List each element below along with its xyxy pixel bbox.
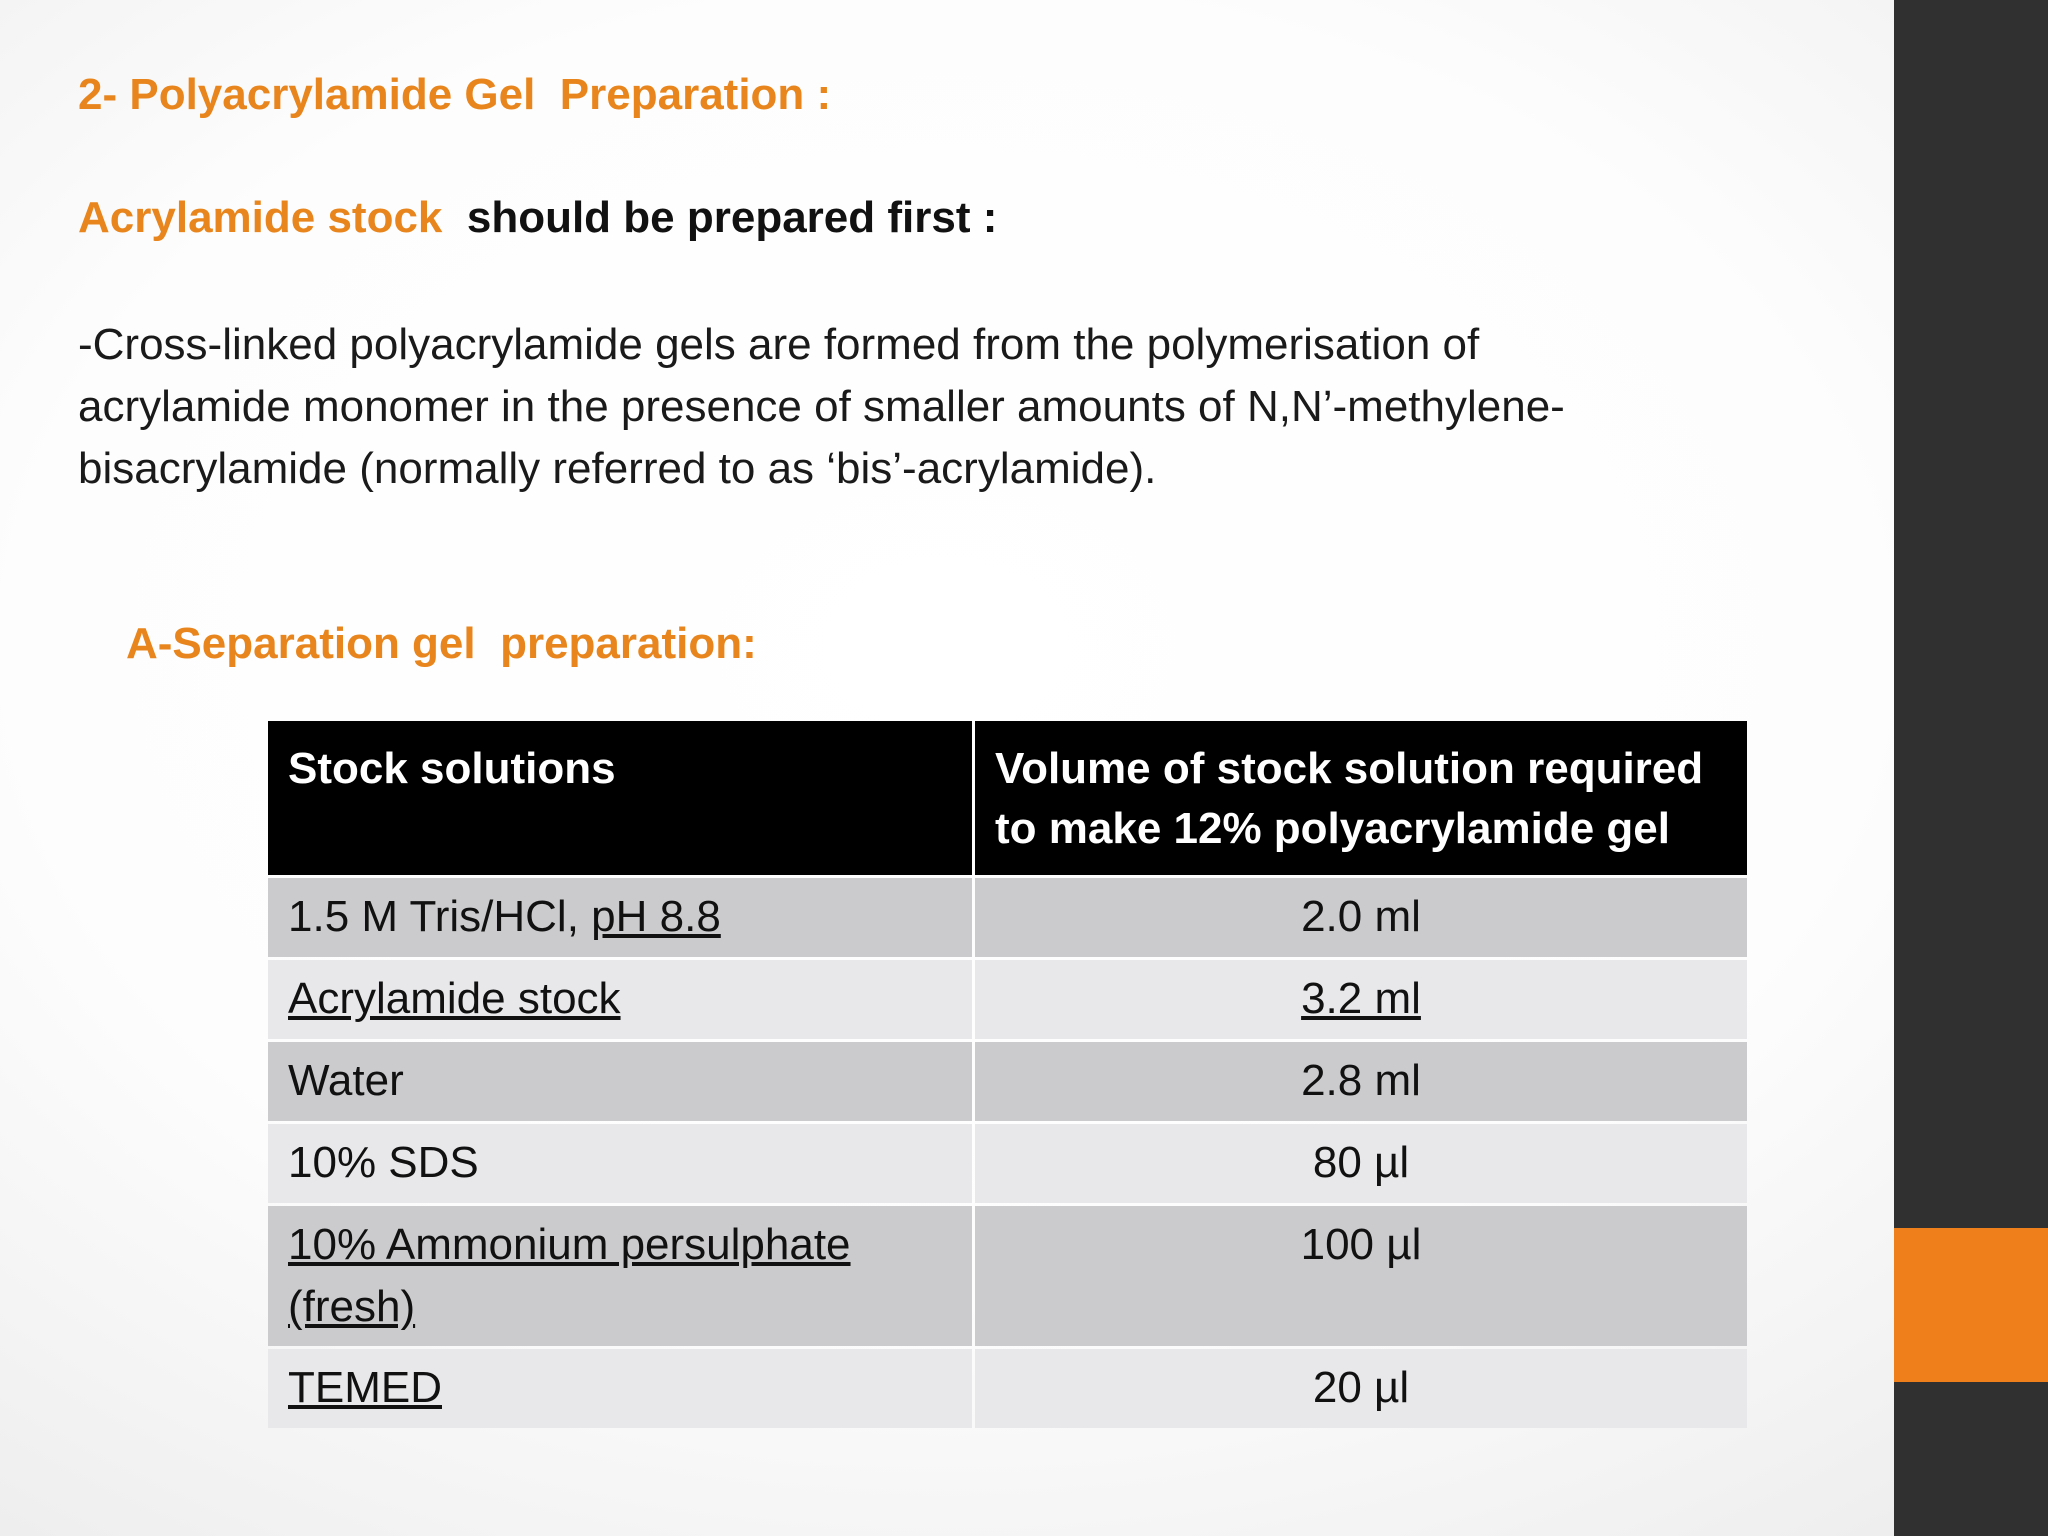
volume-cell: 20 µl — [975, 1349, 1747, 1428]
stock-cell: Water — [268, 1042, 972, 1121]
stock-cell — [268, 878, 972, 957]
stock-text: 1.5 M Tris/HCl, — [288, 892, 592, 941]
header-volume — [975, 721, 1747, 875]
stock-text-underlined: 10% Ammonium persulphate — [288, 1220, 851, 1269]
stock-text-underlined: TEMED — [288, 1363, 442, 1412]
subtitle-accent: Acrylamide stock — [78, 193, 443, 242]
stock-cell — [268, 1206, 972, 1346]
table-row — [268, 1042, 1747, 1121]
table-row — [268, 1206, 1747, 1346]
description-paragraph — [78, 314, 1778, 500]
table-row — [268, 960, 1747, 1039]
volume-cell: 100 µl — [975, 1206, 1747, 1346]
volume-cell: 2.0 ml — [975, 878, 1747, 957]
paragraph-line: acrylamide monomer in the presence of smaller amounts of N,N’-methylene- — [78, 382, 1565, 431]
table-row — [268, 1124, 1747, 1203]
stock-text-underlined: pH 8.8 — [591, 892, 721, 941]
section-heading: A-Separation gel preparation: — [126, 619, 757, 668]
header-volume-line: Volume of stock solution required — [995, 744, 1704, 793]
stock-text-underlined: (fresh) — [288, 1282, 416, 1331]
stock-cell — [268, 1349, 972, 1428]
paragraph-line: -Cross-linked polyacrylamide gels are formed from the polymerisation of — [78, 320, 1480, 369]
table-row — [268, 878, 1747, 957]
slide-title: 2- Polyacrylamide Gel Preparation : — [78, 70, 832, 119]
stock-text-underlined: Acrylamide stock — [288, 974, 621, 1023]
stock-cell — [268, 960, 972, 1039]
slide-subtitle — [78, 193, 997, 243]
stock-solutions-table — [265, 718, 1750, 1431]
paragraph-line: bisacrylamide (normally referred to as ‘bis’-acrylamide). — [78, 444, 1157, 493]
header-volume-line: to make 12% polyacrylamide gel — [995, 804, 1670, 853]
volume-cell — [975, 960, 1747, 1039]
volume-cell: 80 µl — [975, 1124, 1747, 1203]
subtitle-rest: should be prepared first : — [466, 193, 998, 242]
volume-cell: 2.8 ml — [975, 1042, 1747, 1121]
side-accent-block — [1894, 1228, 2048, 1382]
header-stock-solutions: Stock solutions — [268, 721, 972, 875]
table-header-row — [268, 721, 1747, 875]
stock-cell: 10% SDS — [268, 1124, 972, 1203]
table-row — [268, 1349, 1747, 1428]
volume-text-underlined: 3.2 ml — [1301, 974, 1421, 1023]
